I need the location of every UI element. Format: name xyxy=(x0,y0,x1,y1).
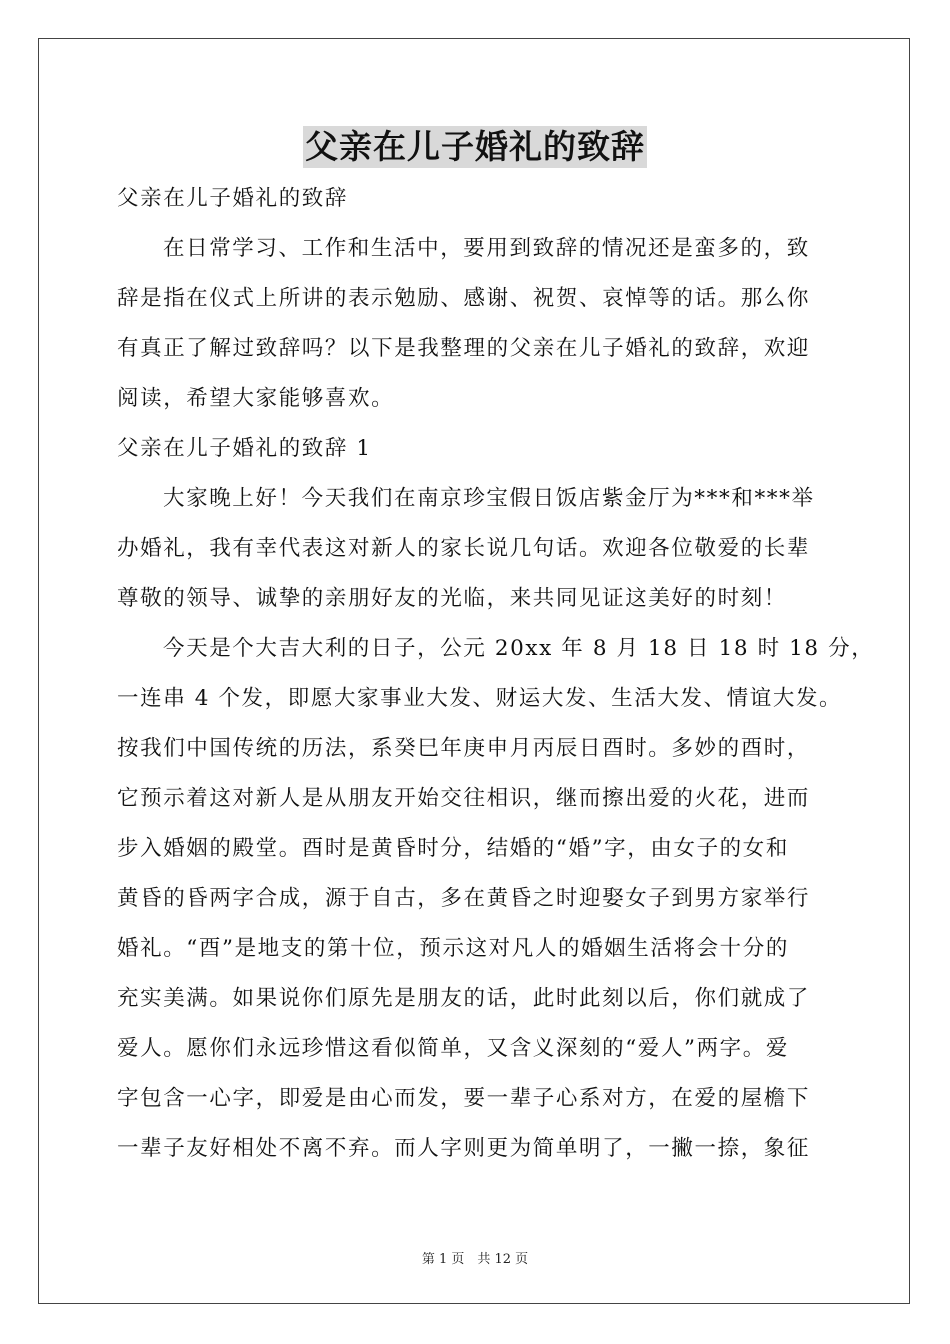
paragraph-line: 一辈子友好相处不离不弃。而人字则更为简单明了，一撇一捺，象征 xyxy=(117,1136,811,1161)
intro-line: 有真正了解过致辞吗？以下是我整理的父亲在儿子婚礼的致辞，欢迎 xyxy=(117,336,811,361)
intro-line: 阅读，希望大家能够喜欢。 xyxy=(117,386,395,411)
paragraph-line: 尊敬的领导、诚挚的亲朋好友的光临，来共同见证这美好的时刻！ xyxy=(117,586,787,611)
intro-line: 在日常学习、工作和生活中，要用到致辞的情况还是蛮多的，致 xyxy=(163,236,810,261)
subtitle: 父亲在儿子婚礼的致辞 xyxy=(117,186,349,211)
paragraph-line: 步入婚姻的殿堂。酉时是黄昏时分，结婚的“婚”字，由女子的女和 xyxy=(117,836,789,861)
section-heading: 父亲在儿子婚礼的致辞 1 xyxy=(117,436,372,461)
paragraph-line: 婚礼。“酉”是地支的第十位，预示这对凡人的婚姻生活将会十分的 xyxy=(117,936,789,961)
paragraph-line: 今天是个大吉大利的日子，公元 20xx 年 8 月 18 日 18 时 18 分， xyxy=(163,636,875,661)
paragraph-line: 充实美满。如果说你们原先是朋友的话，此时此刻以后，你们就成了 xyxy=(117,986,811,1011)
paragraph-line: 黄昏的昏两字合成，源于自古，多在黄昏之时迎娶女子到男方家举行 xyxy=(117,886,811,911)
paragraph-line: 按我们中国传统的历法，系癸巳年庚申月丙辰日酉时。多妙的酉时， xyxy=(117,736,811,761)
paragraph-line: 大家晚上好！今天我们在南京珍宝假日饭店紫金厅为***和***举 xyxy=(163,486,815,511)
paragraph-line: 爱人。愿你们永远珍惜这看似简单，又含义深刻的“爱人”两字。爱 xyxy=(117,1036,789,1061)
page-footer: 第 1 页 共 12 页 xyxy=(421,1252,529,1267)
document-title: 父亲在儿子婚礼的致辞 xyxy=(305,127,645,166)
paragraph-line: 字包含一心字，即爱是由心而发，要一辈子心系对方，在爱的屋檐下 xyxy=(117,1086,811,1111)
title-container xyxy=(0,126,950,168)
paragraph-line: 它预示着这对新人是从朋友开始交往相识，继而擦出爱的火花，进而 xyxy=(117,786,811,811)
intro-line: 辞是指在仪式上所讲的表示勉励、感谢、祝贺、哀悼等的话。那么你 xyxy=(117,286,811,311)
paragraph-line: 一连串 4 个发，即愿大家事业大发、财运大发、生活大发、情谊大发。 xyxy=(117,686,843,711)
page-border xyxy=(38,38,910,1304)
paragraph-line: 办婚礼，我有幸代表这对新人的家长说几句话。欢迎各位敬爱的长辈 xyxy=(117,536,811,561)
